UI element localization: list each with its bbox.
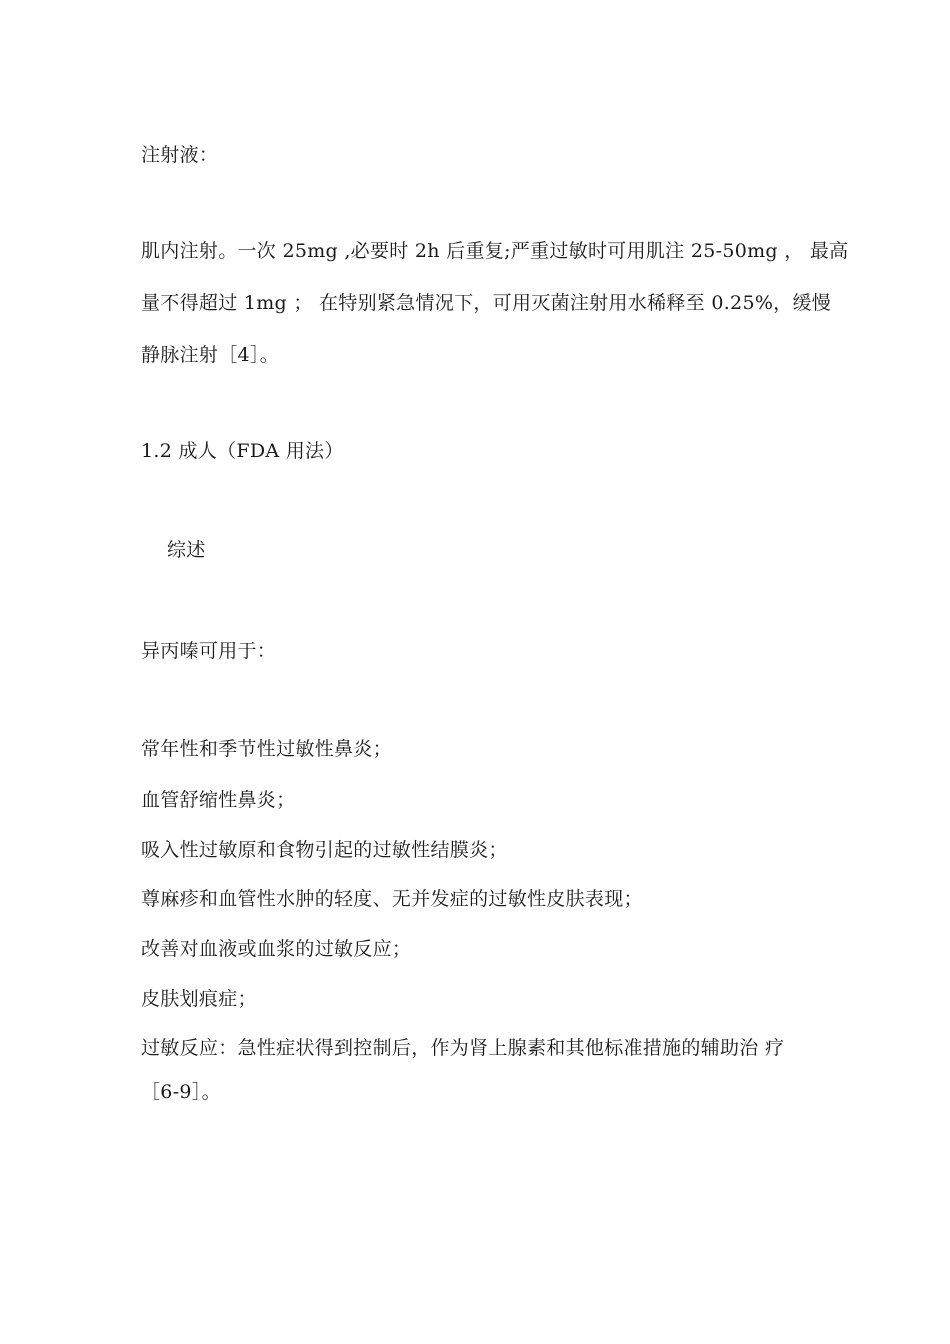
subheading-overview: 综述 [167, 539, 206, 561]
uses-item-5: 改善对血液或血浆的过敏反应； [141, 938, 412, 960]
uses-item-2: 血管舒缩性鼻炎； [141, 789, 296, 811]
injection-heading: 注射液： [141, 144, 219, 166]
dosage-line-2: 量不得超过 1mg ； 在特别紧急情况下，可用灭菌注射用水稀释至 0.25%，缓慢 [141, 292, 832, 314]
uses-item-4: 尊麻疹和血管性水肿的轻度、无并发症的过敏性皮肤表现； [141, 888, 643, 910]
uses-item-6: 皮肤划痕症； [141, 988, 257, 1010]
dosage-line-3: 静脉注射［4］。 [141, 344, 279, 366]
dosage-line-1: 肌内注射。一次 25mg ,必要时 2h 后重复;严重过敏时可用肌注 25-50mg ， 最高 [141, 240, 849, 262]
uses-intro: 异丙嗪可用于： [141, 640, 277, 662]
uses-item-3: 吸入性过敏原和食物引起的过敏性结膜炎； [141, 839, 508, 861]
uses-item-7-continued: ［6-9］。 [141, 1081, 221, 1103]
uses-item-7: 过敏反应：急性症状得到控制后，作为肾上腺素和其他标准措施的辅助治 疗 [141, 1037, 785, 1059]
section-heading: 1.2 成人（FDA 用法） [141, 440, 344, 462]
uses-item-1: 常年性和季节性过敏性鼻炎； [141, 738, 392, 760]
